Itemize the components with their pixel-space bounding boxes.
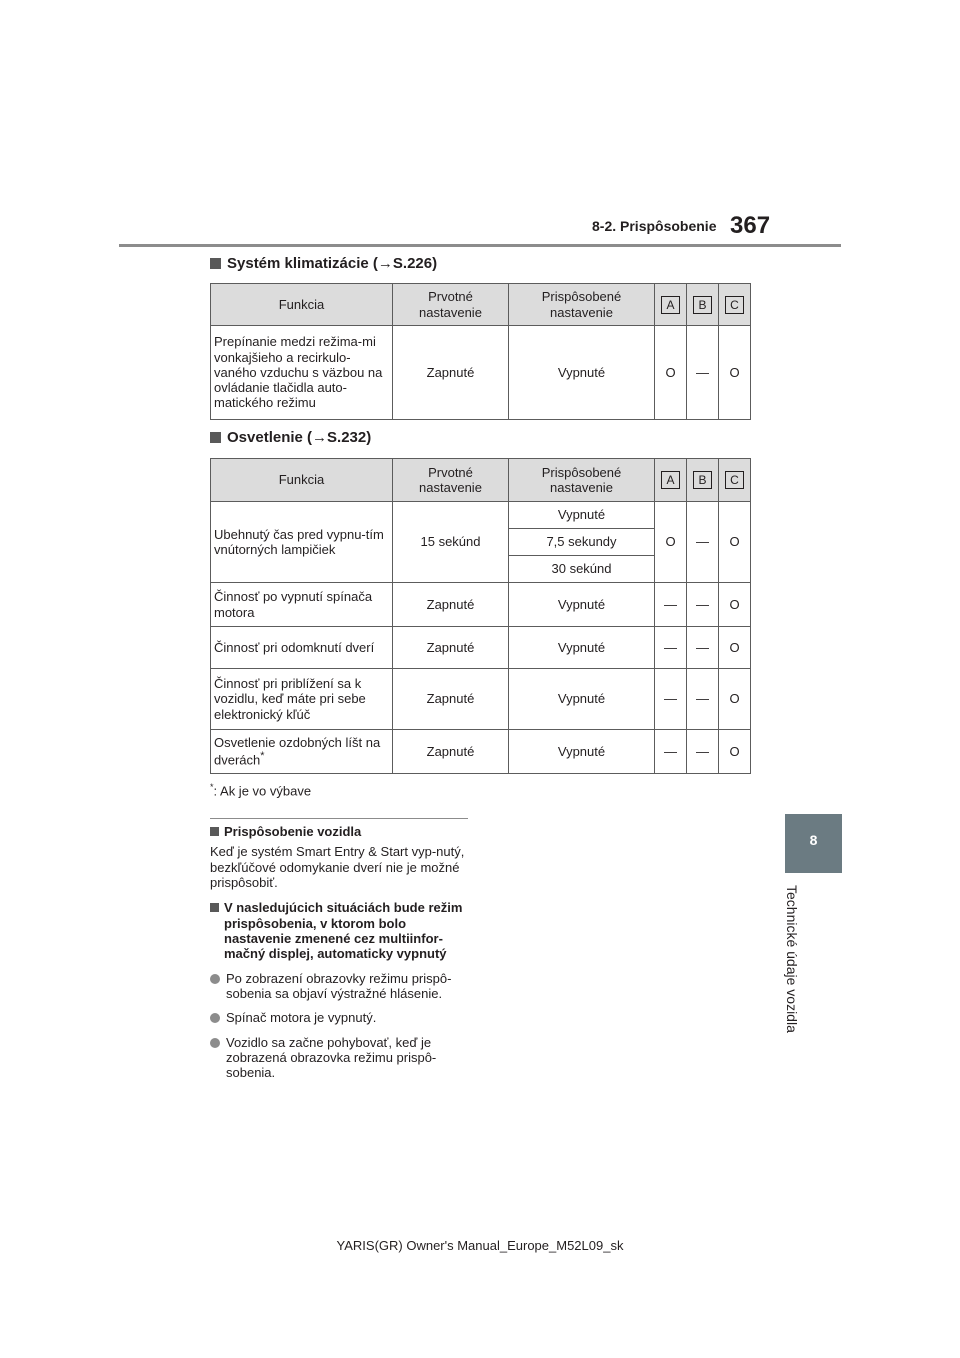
cell-b: — — [687, 583, 719, 627]
list-item-text: Vozidlo sa začne pohybovať, keď je zobrazená obrazovka režimu prispô-sobenia. — [226, 1034, 437, 1081]
climate-heading — [210, 255, 437, 272]
square-bullet-icon — [210, 903, 219, 912]
col-c — [719, 459, 751, 502]
lighting-table — [210, 458, 751, 774]
cell-default: Zapnuté — [393, 326, 509, 420]
customization-heading — [210, 824, 472, 839]
cell-custom: Vypnuté — [509, 669, 655, 730]
col-b-label: B — [693, 296, 712, 314]
cell-function: Prepínanie medzi režima-mi vonkajšieho a recirkulo-vaného vzduchu s väzbou na ovládanie tlačidla auto-matického režimu — [211, 326, 393, 420]
header-rule — [119, 244, 841, 247]
table-row — [211, 730, 751, 774]
square-bullet-icon — [210, 432, 221, 443]
round-bullet-icon — [210, 1013, 220, 1023]
footnote-text: : Ak je vo výbave — [213, 783, 312, 799]
cell-a: — — [655, 627, 687, 669]
footnote — [210, 782, 311, 798]
page-footer: YARIS(GR) Owner's Manual_Europe_M52L09_sk — [336, 1238, 624, 1253]
customization-block — [210, 824, 472, 1081]
cell-b: — — [687, 502, 719, 583]
cell-function — [211, 730, 393, 774]
lighting-heading-text: Osvetlenie (→S.232) — [227, 429, 372, 446]
col-c-label: C — [725, 471, 744, 489]
cell-a: — — [655, 669, 687, 730]
customization-heading-2 — [210, 900, 472, 961]
cell-custom: Vypnuté — [509, 627, 655, 669]
cell-c: O — [719, 502, 751, 583]
cell-default: Zapnuté — [393, 583, 509, 627]
table-row — [211, 583, 751, 627]
climate-heading-text: Systém klimatizácie (→S.226) — [227, 255, 438, 272]
footnote-mark: * — [260, 750, 265, 763]
footnote-mark: * — [210, 782, 214, 792]
page-number: 367 — [730, 212, 771, 239]
square-bullet-icon — [210, 258, 221, 269]
cell-custom-option: Vypnuté — [509, 502, 655, 529]
cell-function: Činnosť pri priblížení sa k vozidlu, keď máte pri sebe elektronický kľúč — [211, 669, 393, 730]
climate-table — [210, 283, 751, 420]
col-a-label: A — [661, 296, 680, 314]
customization-heading-2-text: V nasledujúcich situáciách bude režim prispôsobenia, v ktorom bolo nastavenie zmenené cez multiinfor-mačný displej, automaticky vypnutý — [224, 900, 463, 962]
chapter-title-vertical — [776, 885, 812, 1055]
col-function: Funkcia — [211, 459, 393, 502]
cell-function: Činnosť po vypnutí spínača motora — [211, 583, 393, 627]
col-function: Funkcia — [211, 284, 393, 326]
list-item — [210, 971, 472, 1002]
table-header-row — [211, 284, 751, 326]
lighting-heading — [210, 429, 371, 446]
customization-heading-text: Prispôsobenie vozidla — [224, 824, 362, 839]
cell-custom: Vypnuté — [509, 730, 655, 774]
cell-default: Zapnuté — [393, 669, 509, 730]
table-row — [211, 627, 751, 669]
col-default: Prvotné nastavenie — [393, 459, 509, 502]
cell-b: — — [687, 669, 719, 730]
cell-c: O — [719, 326, 751, 420]
cell-function-text: Osvetlenie ozdobných líšt na dverách — [214, 735, 381, 768]
cell-custom: Vypnuté — [509, 583, 655, 627]
list-item — [210, 1035, 472, 1081]
col-b — [687, 284, 719, 326]
col-b-label: B — [693, 471, 712, 489]
cell-b: — — [687, 730, 719, 774]
col-a — [655, 284, 687, 326]
list-item-text: Spínač motora je vypnutý. — [226, 1010, 377, 1026]
section-divider — [210, 818, 468, 819]
col-a — [655, 459, 687, 502]
cell-c: O — [719, 627, 751, 669]
cell-c: O — [719, 583, 751, 627]
section-title: 8-2. Prispôsobenie — [592, 218, 717, 234]
table-row — [211, 669, 751, 730]
table-row — [211, 502, 751, 529]
cell-default: 15 sekúnd — [393, 502, 509, 583]
round-bullet-icon — [210, 1038, 220, 1048]
chapter-title: Technické údaje vozidla — [784, 885, 800, 1033]
customization-text: Keď je systém Smart Entry & Start vyp-nutý, bezkľúčové odomykanie dverí nie je možné prispôsobiť. — [210, 844, 465, 890]
square-bullet-icon — [210, 827, 219, 836]
col-c-label: C — [725, 296, 744, 314]
list-item — [210, 1010, 472, 1025]
cell-a: — — [655, 583, 687, 627]
cell-default: Zapnuté — [393, 730, 509, 774]
cell-function: Ubehnutý čas pred vypnu-tím vnútorných lampičiek — [211, 502, 393, 583]
list-item-text: Po zobrazení obrazovky režimu prispô-sobenia sa objaví výstražné hlásenie. — [226, 970, 452, 1001]
cell-c: O — [719, 730, 751, 774]
col-custom: Prispôsobené nastavenie — [509, 459, 655, 502]
cell-a: — — [655, 730, 687, 774]
cell-custom-option: 7,5 sekundy — [509, 529, 655, 556]
table-header-row — [211, 459, 751, 502]
col-default: Prvotné nastavenie — [393, 284, 509, 326]
chapter-number: 8 — [809, 832, 818, 848]
cell-function: Činnosť pri odomknutí dverí — [211, 627, 393, 669]
cell-custom-option: 30 sekúnd — [509, 556, 655, 583]
cell-custom: Vypnuté — [509, 326, 655, 420]
cell-default: Zapnuté — [393, 627, 509, 669]
cell-b: — — [687, 627, 719, 669]
cell-a: O — [655, 502, 687, 583]
col-custom: Prispôsobené nastavenie — [509, 284, 655, 326]
col-c — [719, 284, 751, 326]
cell-a: O — [655, 326, 687, 420]
cell-b: — — [687, 326, 719, 420]
round-bullet-icon — [210, 974, 220, 984]
col-b — [687, 459, 719, 502]
col-a-label: A — [661, 471, 680, 489]
cell-c: O — [719, 669, 751, 730]
table-row — [211, 326, 751, 420]
